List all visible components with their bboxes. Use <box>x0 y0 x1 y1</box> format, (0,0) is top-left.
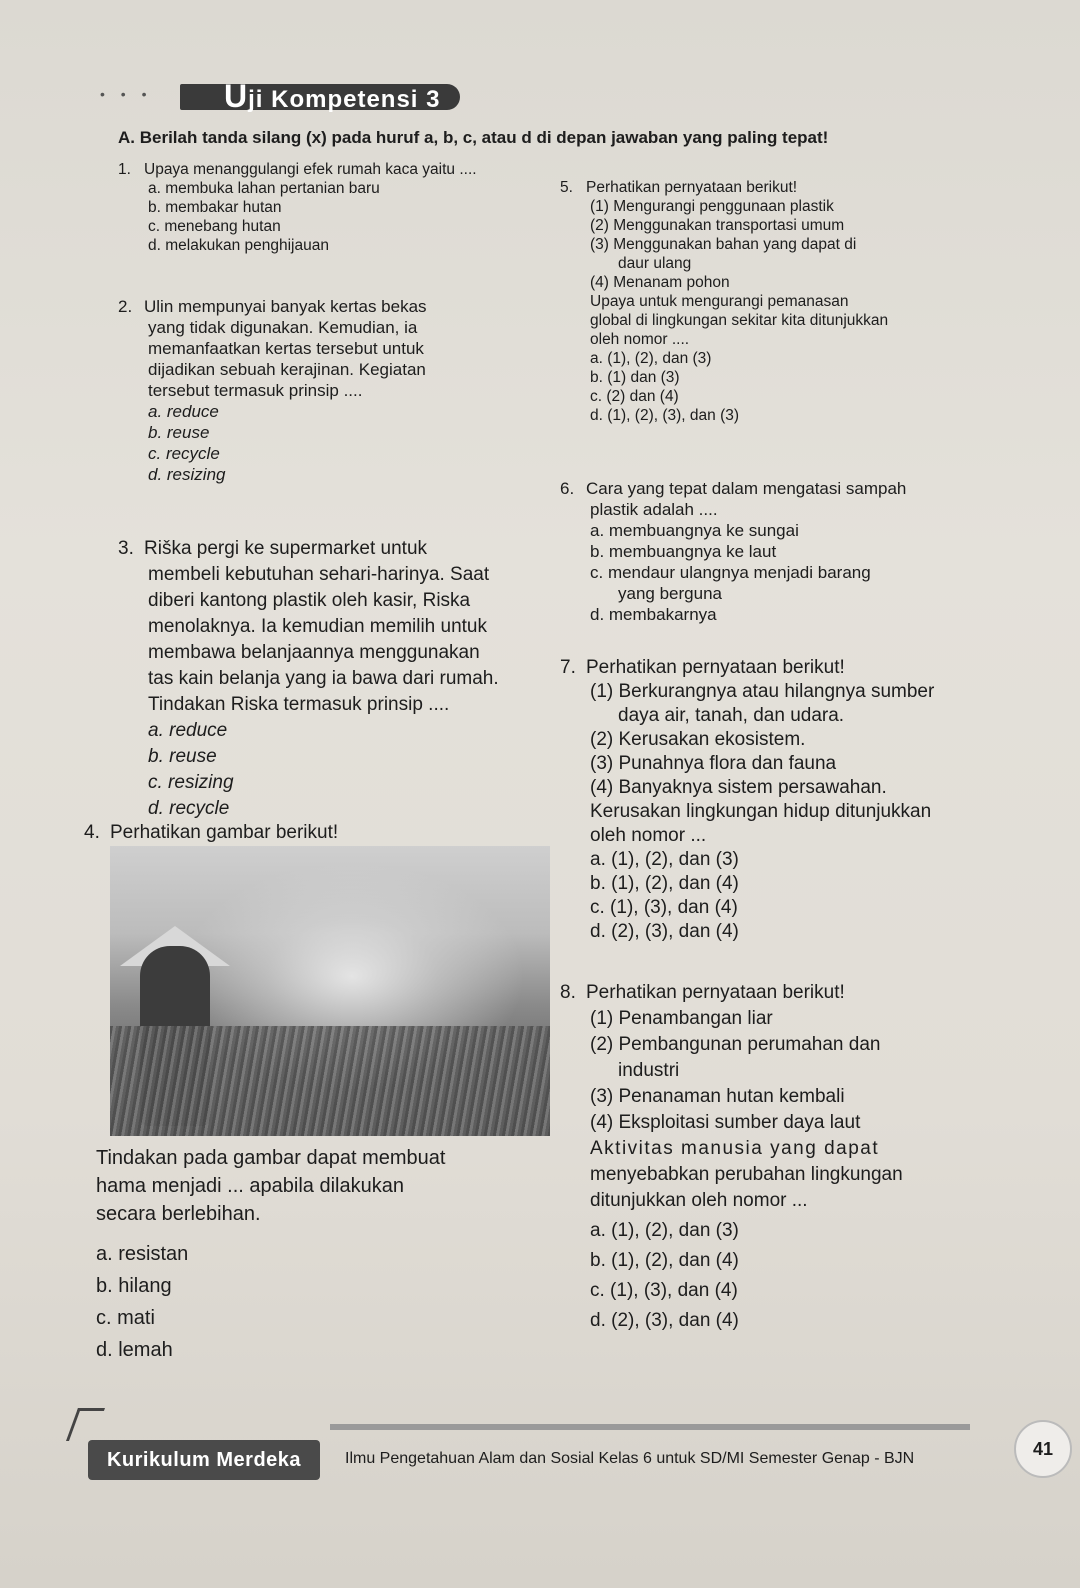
question-8: 8. Perhatikan pernyataan berikut! (1) Penambangan liar (2) Pembangunan perumahan dan industri (3) Penanaman hutan kembali (4) Eksploitasi sumber daya laut Aktivitas manusia yang dapat menyebabkan perubahan lingkungan ditunjukkan oleh nomor ... a. (1), (2), dan (3) b. (1), (2), dan (4) c. (1), (3), dan (4) d. (2), (3), dan (4) <box>560 980 1070 1334</box>
q8-option-b[interactable]: b. (1), (2), dan (4) <box>590 1250 739 1271</box>
footer-book-title: Ilmu Pengetahuan Alam dan Sosial Kelas 6 untuk SD/MI Semester Genap - BJN <box>345 1450 915 1467</box>
q6-option-b[interactable]: b. membuangnya ke laut <box>590 542 777 561</box>
q7-option-a[interactable]: a. (1), (2), dan (3) <box>590 849 739 870</box>
rice-field <box>110 1026 550 1136</box>
question-1: 1. Upaya menanggulangi efek rumah kaca yaitu .... a. membuka lahan pertanian baru b. membakar hutan c. menebang hutan d. melakukan penghijauan <box>118 160 538 255</box>
q6-option-a[interactable]: a. membuangnya ke sungai <box>590 521 799 540</box>
q3-option-d[interactable]: d. recycle <box>148 798 230 819</box>
question-6: 6. Cara yang tepat dalam mengatasi sampah plastik adalah .... a. membuangnya ke sungai b. membuangnya ke laut c. mendaur ulangnya menjadi barang yang berguna d. membakarnya <box>560 478 1060 625</box>
section-header <box>180 78 480 120</box>
q1-option-a[interactable]: a. membuka lahan pertanian baru <box>148 180 380 197</box>
q2-option-b[interactable]: b. reuse <box>148 423 210 442</box>
q1-option-b[interactable]: b. membakar hutan <box>148 199 282 216</box>
question-7: 7. Perhatikan pernyataan berikut! (1) Berkurangnya atau hilangnya sumber daya air, tanah, dan udara. (2) Kerusakan ekosistem. (3) Punahnya flora dan fauna (4) Banyaknya sistem persawahan. Kerusakan lingkungan hidup ditunjukkan oleh nomor ... a. (1), (2), dan (3) b. (1), (2), dan (4) c. (1), (3), dan (4) d. (2), (3), dan (4) <box>560 656 1060 944</box>
q7-option-b[interactable]: b. (1), (2), dan (4) <box>590 873 739 894</box>
question-4-title: 4. Perhatikan gambar berikut! <box>84 822 339 843</box>
question-5: 5. Perhatikan pernyataan berikut! (1) Mengurangi penggunaan plastik (2) Menggunakan transportasi umum (3) Menggunakan bahan yang dapat di daur ulang (4) Menanam pohon Upaya untuk mengurangi pemanasan global di lingkungan sekitar kita ditunjukkan oleh nomor .... a. (1), (2), dan (3) b. (1) dan (3) c. (2) dan (4) d. (1), (2), (3), dan (3) <box>560 178 1060 425</box>
q8-option-c[interactable]: c. (1), (3), dan (4) <box>590 1280 738 1301</box>
q3-option-a[interactable]: a. reduce <box>148 720 228 741</box>
q4-option-c[interactable]: c. mati <box>96 1307 155 1329</box>
q8-option-d[interactable]: d. (2), (3), dan (4) <box>590 1310 739 1331</box>
q6-option-c[interactable]: c. mendaur ulangnya menjadi barang <box>590 563 871 582</box>
q3-option-c[interactable]: c. resizing <box>148 772 234 793</box>
q6-option-d[interactable]: d. membakarnya <box>590 605 717 624</box>
q5-option-a[interactable]: a. (1), (2), dan (3) <box>590 350 712 367</box>
q7-option-c[interactable]: c. (1), (3), dan (4) <box>590 897 738 918</box>
q1-option-c[interactable]: c. menebang hutan <box>148 218 281 235</box>
q4-option-a[interactable]: a. resistan <box>96 1243 189 1265</box>
question-4: Tindakan pada gambar dapat membuat hama menjadi ... apabila dilakukan secara berlebihan. a. resistan b. hilang c. mati d. lemah <box>96 1144 566 1364</box>
question-2: 2. Ulin mempunyai banyak kertas bekas yang tidak digunakan. Kemudian, ia memanfaatkan kertas tersebut untuk dijadikan sebuah kerajinan. Kegiatan tersebut termasuk prinsip .... a. reduce b. reuse c. recycle d. resizing <box>118 296 548 485</box>
q2-option-a[interactable]: a. reduce <box>148 402 219 421</box>
question-3: 3. Riška pergi ke supermarket untuk membeli kebutuhan sehari-harinya. Saat diberi kantong plastik oleh kasir, Riska menolaknya. Ia kemudian memilih untuk membawa belanjaannya menggunakan tas kain belanja yang ia bawa dari rumah. Tindakan Riska termasuk prinsip .... a. reduce b. reuse c. resizing d. recycle <box>118 536 558 822</box>
q2-option-d[interactable]: d. resizing <box>148 465 226 484</box>
q7-option-d[interactable]: d. (2), (3), dan (4) <box>590 921 739 942</box>
decorative-icon <box>66 1408 105 1441</box>
q1-option-d[interactable]: d. melakukan penghijauan <box>148 237 329 254</box>
q8-option-a[interactable]: a. (1), (2), dan (3) <box>590 1220 739 1241</box>
q5-option-b[interactable]: b. (1) dan (3) <box>590 369 680 386</box>
page-number: 41 <box>1014 1420 1072 1478</box>
q3-option-b[interactable]: b. reuse <box>148 746 217 767</box>
farmer-spraying-photo <box>110 846 550 1136</box>
decorative-dots: • • • <box>100 86 153 102</box>
q2-option-c[interactable]: c. recycle <box>148 444 220 463</box>
header-title: Uji Kompetensi 3 <box>224 78 441 114</box>
q5-option-c[interactable]: c. (2) dan (4) <box>590 388 679 405</box>
instruction: A. Berilah tanda silang (x) pada huruf a, b, c, atau d di depan jawaban yang paling tepat! <box>118 128 829 147</box>
kurikulum-badge: Kurikulum Merdeka <box>88 1440 320 1480</box>
q5-option-d[interactable]: d. (1), (2), (3), dan (3) <box>590 407 740 424</box>
q4-option-d[interactable]: d. lemah <box>96 1339 173 1361</box>
footer-divider <box>330 1424 970 1430</box>
q4-option-b[interactable]: b. hilang <box>96 1275 172 1297</box>
